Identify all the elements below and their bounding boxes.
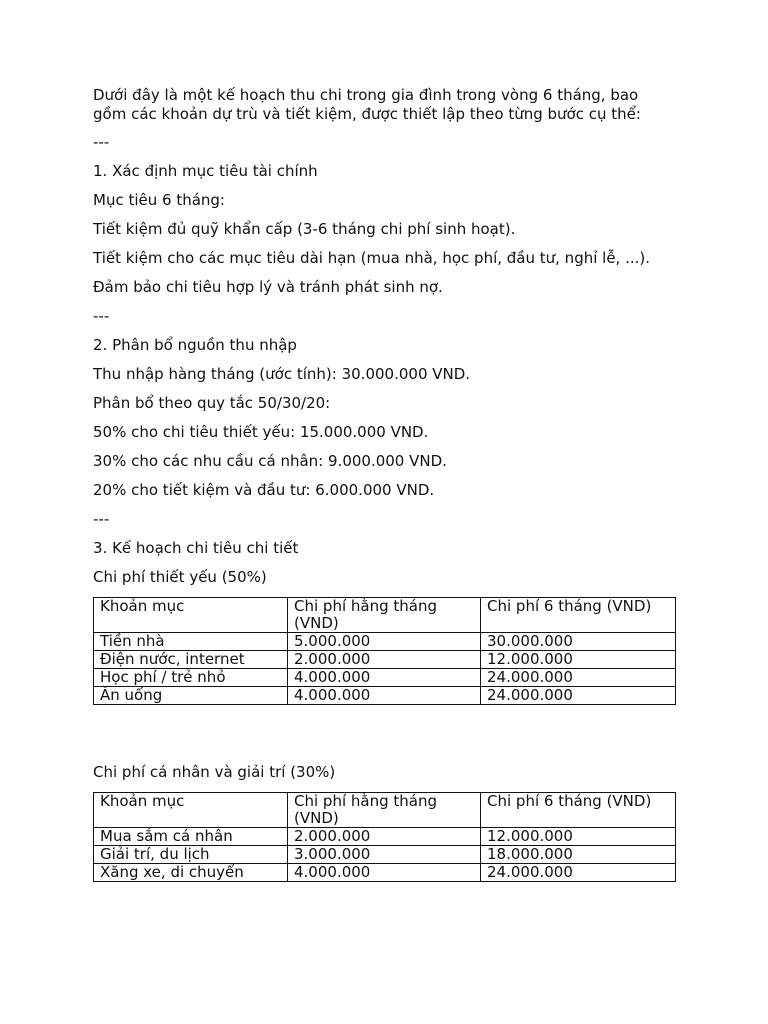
header-cell: Khoản mục (94, 793, 288, 828)
table-1-caption: Chi phí thiết yếu (50%) (93, 568, 267, 586)
table-cell: Tiền nhà (94, 633, 288, 651)
section-2-title: 2. Phân bổ nguồn thu nhập (93, 336, 297, 354)
table-cell: 4.000.000 (288, 687, 481, 705)
table-cell: 3.000.000 (288, 846, 481, 864)
allocation-rule: Phân bổ theo quy tắc 50/30/20: (93, 394, 331, 412)
table-header-row (94, 598, 676, 633)
allocation-item: 30% cho các nhu cầu cá nhân: 9.000.000 VND. (93, 452, 447, 470)
allocation-item: 50% cho chi tiêu thiết yếu: 15.000.000 VND. (93, 423, 429, 441)
personal-costs-table (93, 792, 676, 882)
table-cell: 12.000.000 (481, 828, 676, 846)
table-cell: Ăn uống (94, 687, 288, 705)
income-line: Thu nhập hàng tháng (ước tính): 30.000.000 VND. (93, 365, 471, 383)
intro-paragraph: Dưới đây là một kế hoạch thu chi trong gia đình trong vòng 6 tháng, bao gồm các khoản dự trù và tiết kiệm, được thiết lập theo từng bước cụ thể: (93, 86, 641, 123)
document-page (93, 86, 675, 882)
table-cell: 24.000.000 (481, 864, 676, 882)
table-cell: Xăng xe, di chuyển (94, 864, 288, 882)
table-row (94, 828, 676, 846)
table-row (94, 633, 676, 651)
separator: --- (93, 307, 110, 325)
table-row (94, 864, 676, 882)
table-2-caption: Chi phí cá nhân và giải trí (30%) (93, 763, 336, 781)
spacer (93, 705, 675, 763)
table-cell: 2.000.000 (288, 651, 481, 669)
table-row (94, 846, 676, 864)
table-cell: 30.000.000 (481, 633, 676, 651)
allocation-item: 20% cho tiết kiệm và đầu tư: 6.000.000 VND. (93, 481, 435, 499)
header-cell: Chi phí hằng tháng (VND) (288, 793, 481, 828)
goal-item: Đảm bảo chi tiêu hợp lý và tránh phát sinh nợ. (93, 278, 443, 296)
separator: --- (93, 133, 110, 151)
header-cell: Khoản mục (94, 598, 288, 633)
table-cell: 24.000.000 (481, 669, 676, 687)
table-cell: 2.000.000 (288, 828, 481, 846)
header-cell: Chi phí 6 tháng (VND) (481, 598, 676, 633)
header-cell: Chi phí hằng tháng (VND) (288, 598, 481, 633)
table-cell: 12.000.000 (481, 651, 676, 669)
goal-item: Tiết kiệm cho các mục tiêu dài hạn (mua nhà, học phí, đầu tư, nghỉ lễ, ...). (93, 249, 651, 267)
table-cell: Giải trí, du lịch (94, 846, 288, 864)
header-cell: Chi phí 6 tháng (VND) (481, 793, 676, 828)
table-row (94, 651, 676, 669)
table-cell: 18.000.000 (481, 846, 676, 864)
table-cell: 24.000.000 (481, 687, 676, 705)
section-1-title: 1. Xác định mục tiêu tài chính (93, 162, 318, 180)
table-cell: Mua sắm cá nhân (94, 828, 288, 846)
table-cell: Điện nước, internet (94, 651, 288, 669)
goal-item: Tiết kiệm đủ quỹ khẩn cấp (3-6 tháng chi phí sinh hoạt). (93, 220, 516, 238)
section-3-title: 3. Kế hoạch chi tiêu chi tiết (93, 539, 299, 557)
table-cell: Học phí / trẻ nhỏ (94, 669, 288, 687)
essential-costs-table (93, 597, 676, 705)
table-cell: 4.000.000 (288, 669, 481, 687)
table-header-row (94, 793, 676, 828)
table-row (94, 687, 676, 705)
goal-label: Mục tiêu 6 tháng: (93, 191, 225, 209)
separator: --- (93, 510, 110, 528)
table-cell: 4.000.000 (288, 864, 481, 882)
table-row (94, 669, 676, 687)
table-cell: 5.000.000 (288, 633, 481, 651)
